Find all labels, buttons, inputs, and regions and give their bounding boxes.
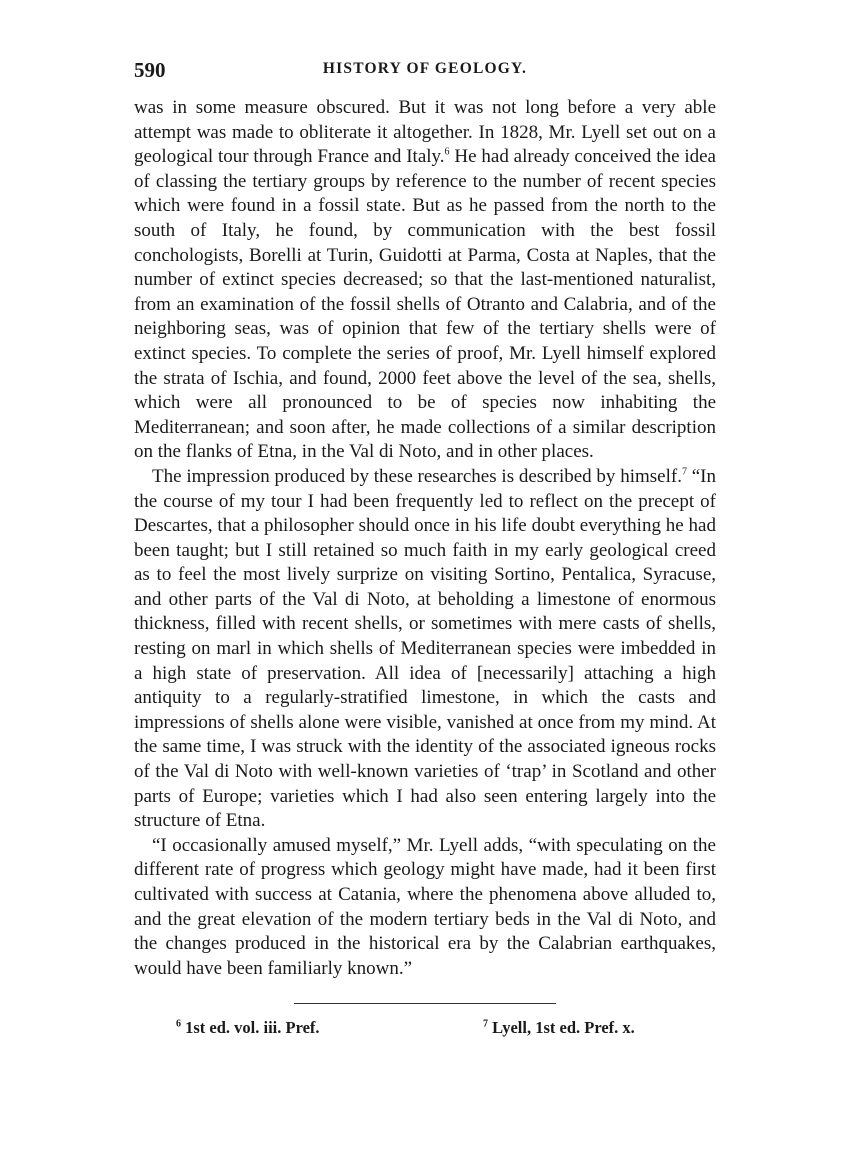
footnote-text: 1st ed. vol. iii. Pref. bbox=[181, 1018, 320, 1038]
paragraph-text: “I occasionally amused myself,” Mr. Lyell adds, “with speculating on the different rate of progress which geology might have made, had it been first cultivated with success at Catania, where the phenomena above alluded to, and the great elevation of the modern tertiary beds in the Val di Noto, and the changes produced in the historical era by the Calabrian earthquakes, would have been familiarly known.” bbox=[134, 834, 716, 979]
footnote-reference: 6 bbox=[444, 146, 450, 158]
paragraph-text: “In the course of my tour I had been frequently led to reflect on the precept of Descartes, that a philosopher should once in his life doubt everything he had been taught; but I still retained so much faith in my early geological creed as to feel the most lively surprize on visiting Sortino, Pentalica, Syracuse, and other parts of the Val di Noto, at beholding a limestone of enormous thickness, filled with recent shells, or sometimes with mere casts of shells, resting on marl in which shells of Mediterranean species were imbedded in a high state of preservation. All idea of [necessarily] attaching a high antiquity to a regularly-stratified limestone, in which the casts and impressions of shells alone were visible, vanished at once from my mind. At the same time, I was struck with the identity of the associated igneous rocks of the Val di Noto with well-known varieties of ‘trap’ in Scotland and other parts of Europe; varieties which I had also seen entering largely into the structure of Etna. bbox=[134, 465, 716, 832]
footnotes bbox=[134, 1018, 716, 1044]
footnote-divider bbox=[294, 1003, 556, 1004]
body-text bbox=[134, 96, 716, 981]
paragraph-text: He had already conceived the idea of classing the tertiary groups by reference to the number of recent species which were found in a fossil state. But as he passed from the north to the south of Italy, he found, by communication with the best fossil conchologists, Borelli at Turin, Guidotti at Parma, Costa at Naples, that the number of extinct species decreased; so that the last-mentioned naturalist, from an examination of the fossil shells of Otranto and Calabria, and of the neighboring seas, was of opinion that few of the tertiary shells were of extinct species. To complete the series of proof, Mr. Lyell himself explored the strata of Ischia, and found, 2000 feet above the level of the sea, shells, which were all pronounced to be of species now inhabiting the Mediterranean; and soon after, he made collections of a similar description on the flanks of Etna, in the Val di Noto, and in other places. bbox=[134, 146, 716, 463]
paragraph bbox=[134, 834, 716, 982]
footnote-reference: 7 bbox=[681, 466, 687, 478]
footnote-7 bbox=[483, 1018, 635, 1038]
page-number: 590 bbox=[134, 58, 166, 82]
footnote-text: Lyell, 1st ed. Pref. x. bbox=[488, 1018, 635, 1038]
paragraph bbox=[134, 465, 716, 834]
running-title: HISTORY OF GEOLOGY. bbox=[322, 60, 528, 77]
book-page bbox=[134, 52, 716, 1044]
footnote-mark: 6 bbox=[176, 1018, 181, 1030]
page-header bbox=[134, 52, 716, 82]
paragraph-text: was in some measure obscured. But it was not long before a very able attempt was made to obliterate it altogether. In 1828, Mr. Lyell set out on a geological tour through France and Italy. bbox=[134, 97, 716, 168]
footnote-6 bbox=[176, 1018, 320, 1038]
paragraph bbox=[134, 96, 716, 465]
footnote-mark: 7 bbox=[483, 1018, 488, 1030]
paragraph-text: The impression produced by these researches is described by himself. bbox=[152, 465, 682, 487]
